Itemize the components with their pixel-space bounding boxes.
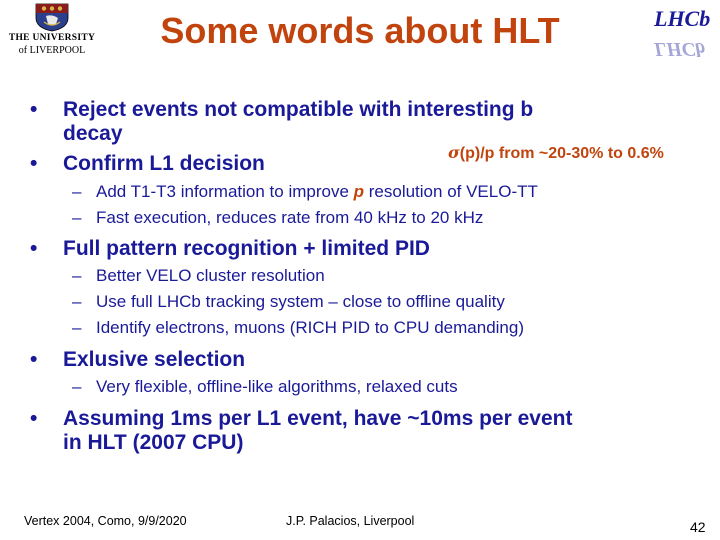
lhcb-logo	[646, 2, 718, 60]
sub-bullet-text: Fast execution, reduces rate from 40 kHz to 20 kHz	[96, 208, 484, 227]
page-number: 42	[690, 519, 706, 535]
bullet-text-line: in HLT (2007 CPU)	[63, 431, 244, 454]
bullet-text-line: decay	[63, 122, 123, 145]
footer-author: J.P. Palacios, Liverpool	[286, 514, 415, 528]
university-name-line1: THE UNIVERSITY	[8, 33, 96, 43]
bullet-dot: •	[30, 237, 38, 260]
sub-bullet-dash: –	[72, 208, 82, 227]
bullet-dot: •	[30, 348, 38, 371]
bullet-dot: •	[30, 98, 38, 121]
svg-text:LHCb: LHCb	[654, 6, 711, 31]
sub-bullet-dash: –	[72, 318, 82, 337]
resolution-note	[448, 143, 664, 163]
sigma-symbol: σ	[448, 143, 460, 162]
sub-bullet-dash: –	[72, 377, 82, 396]
sub-bullet-text: Identify electrons, muons (RICH PID to CPU demanding)	[96, 318, 525, 337]
bullet-text-line: Confirm L1 decision	[63, 152, 265, 175]
footer-conference: Vertex 2004, Como, 9/9/2020	[24, 514, 187, 528]
bullet-text-line: Reject events not compatible with interesting b	[63, 98, 534, 121]
bullet-text-line: Assuming 1ms per L1 event, have ~10ms per event	[63, 407, 573, 430]
slide-title: Some words about HLT	[160, 10, 560, 51]
sub-bullet-dash: –	[72, 292, 82, 311]
liverpool-crest-icon	[32, 2, 72, 32]
sub-bullet-text: Use full LHCb tracking system – close to offline quality	[96, 292, 505, 311]
university-name-line2: of LIVERPOOL	[18, 45, 86, 56]
resolution-note-text: (p)/p from ~20-30% to 0.6%	[459, 145, 664, 162]
bullet-text-line: Full pattern recognition + limited PID	[63, 237, 430, 260]
sub-bullet-text: Very flexible, offline-like algorithms, relaxed cuts	[96, 377, 458, 396]
sub-bullet-text: Add T1-T3 information to improve p resolution of VELO-TT	[96, 182, 538, 201]
sub-bullet-text: Better VELO cluster resolution	[96, 266, 325, 285]
sub-bullet-dash: –	[72, 266, 82, 285]
svg-text:LHCb: LHCb	[654, 38, 706, 60]
bullet-dot: •	[30, 407, 38, 430]
bullet-text-line: Exlusive selection	[63, 348, 246, 371]
momentum-p: p	[353, 182, 365, 201]
university-logo	[2, 2, 102, 62]
bullet-dot: •	[30, 152, 38, 175]
sub-bullet-dash: –	[72, 182, 82, 201]
lhcb-logo-icon	[646, 2, 718, 60]
